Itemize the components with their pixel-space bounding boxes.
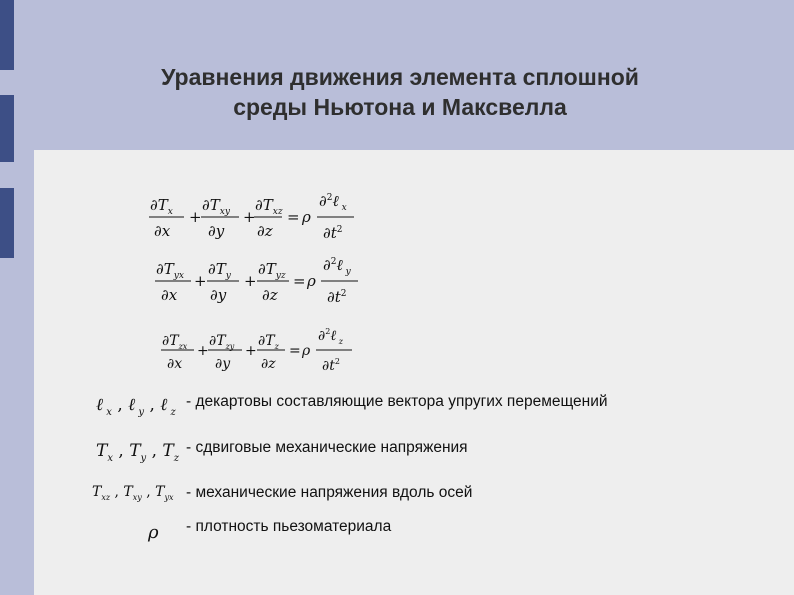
svg-text:+: + — [189, 208, 202, 226]
svg-text:∂Ty: $\partial T_y$ — [208, 260, 231, 281]
equation-z — [161, 327, 352, 374]
legend-text-shear-stresses: - сдвиговые механические напряжения — [186, 439, 468, 456]
svg-text:∂z: ∂z — [261, 356, 276, 372]
left-accent-bar-3 — [0, 188, 14, 258]
svg-text:∂t2: $\partial t^2$ — [322, 357, 340, 374]
svg-text:∂2ℓ y: ∂$^2$ℓ $_y$ — [323, 256, 351, 277]
equations-graphic — [34, 150, 794, 595]
svg-text:=: = — [287, 208, 300, 226]
svg-text:+: + — [194, 272, 207, 290]
svg-text:=: = — [293, 272, 306, 290]
svg-text:∂Tyx: $\partial T_{yx}$ — [156, 260, 184, 281]
legend-symbol-displacements — [96, 395, 177, 418]
content-panel — [34, 150, 794, 595]
legend-symbol-density — [147, 522, 159, 543]
equation-y — [155, 256, 358, 306]
svg-text:∂x: ∂x — [161, 286, 178, 304]
svg-text:∂Tzx: $\partial T_{zx}$ — [162, 333, 188, 351]
svg-text:ℓ x , ℓ y , ℓ z: ℓ $_x$ , ℓ $_y$ , ℓ $_z$ — [96, 395, 176, 418]
legend-symbol-axial-stresses — [92, 484, 174, 502]
svg-text:∂Txz: $\partial T_{xz}$ — [255, 196, 283, 217]
svg-text:+: + — [197, 343, 209, 359]
svg-text:ρ: ρ — [302, 208, 311, 226]
svg-text:+: + — [244, 272, 257, 290]
svg-text:∂2ℓ x: ∂$^2$ℓ $_x$ — [319, 192, 347, 213]
svg-text:∂t2: $\partial t^2$ — [323, 224, 343, 242]
svg-text:Txz , Txy , Tyx: $T_{xz}$ , $T_{xy}$ , $T_{yx}$ — [92, 484, 174, 502]
svg-text:+: + — [243, 208, 256, 226]
svg-text:∂Tx: $\partial T_x$ — [150, 196, 173, 217]
legend-text-axial-stresses: - механические напряжения вдоль осей — [186, 484, 473, 501]
svg-text:ρ: ρ — [302, 343, 311, 359]
svg-text:∂z: ∂z — [257, 222, 273, 240]
svg-text:+: + — [245, 343, 257, 359]
svg-text:ρ: ρ — [148, 522, 159, 543]
left-accent-bar-2 — [0, 95, 14, 162]
svg-text:∂y: ∂y — [208, 222, 225, 240]
svg-text:∂Tyz: $\partial T_{yz}$ — [258, 260, 286, 281]
svg-text:∂y: ∂y — [215, 356, 231, 372]
legend-text-displacements: - декартовы составляющие вектора упругих перемещений — [186, 393, 608, 410]
svg-text:∂Txy: $\partial T_{xy}$ — [202, 196, 230, 217]
slide-title-line-2: среды Ньютона и Максвелла — [233, 94, 567, 120]
svg-text:∂y: ∂y — [210, 286, 227, 304]
svg-text:∂Tz: $\partial T_z$ — [258, 333, 279, 351]
slide-title-line-1: Уравнения движения элемента сплошной — [161, 64, 639, 90]
left-accent-bar-1 — [0, 0, 14, 70]
svg-text:∂Tzy: $\partial T_{zy}$ — [209, 333, 235, 351]
slide-title — [80, 62, 720, 122]
svg-text:∂x: ∂x — [167, 356, 183, 372]
svg-text:∂2ℓ z: ∂$^2$ℓ $_z$ — [318, 327, 343, 346]
svg-text:=: = — [289, 343, 301, 359]
svg-text:ρ: ρ — [307, 272, 316, 290]
legend-text-density: - плотность пьезоматериала — [186, 518, 392, 535]
legend-symbol-shear-stresses — [96, 441, 180, 464]
svg-text:∂t2: $\partial t^2$ — [327, 288, 347, 306]
svg-text:Tx , Ty , Tz: $T_x$ , $T_y$ , $T_z$ — [96, 441, 180, 464]
svg-text:∂x: ∂x — [154, 222, 171, 240]
equation-x — [149, 192, 354, 242]
svg-text:∂z: ∂z — [262, 286, 278, 304]
